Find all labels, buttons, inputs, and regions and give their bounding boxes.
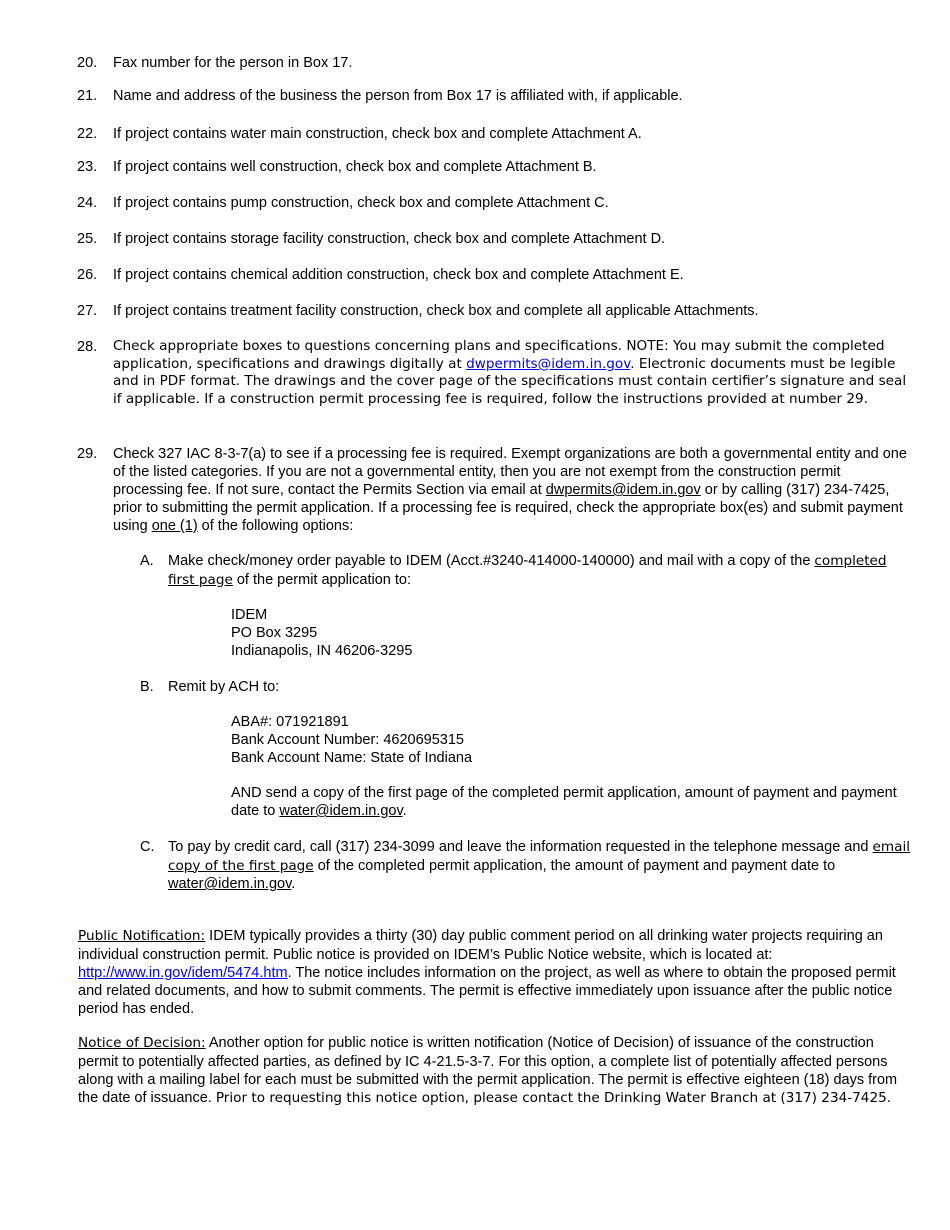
item-number: 26.: [77, 267, 98, 283]
item-text: If project contains water main construction, check box and complete Attachment A.: [113, 126, 642, 142]
option-text: Remit by ACH to:: [168, 679, 280, 695]
option-text: [168, 838, 915, 893]
item-number: 23.: [77, 159, 98, 175]
item-text-part: or by calling (317) 234-7425, prior to submitting the permit application. If a processing fee is required, check the appropriate box(es) and submit payment using: [113, 482, 903, 534]
item-text-part: of the following options:: [197, 518, 354, 534]
instruction-text: AND send a copy of the first page of the completed permit application, amount of payment and payment date to: [231, 785, 897, 819]
item-number: 25.: [77, 231, 98, 247]
paragraph-text: . The notice includes information on the project, as well as where to obtain the proposed permit and related documents, and how to submit comments. The permit is effective immediately upon issuance after the public notice period has ended.: [78, 964, 896, 1017]
option-letter: C.: [140, 839, 155, 855]
address-line: PO Box 3295: [231, 625, 318, 641]
bank-details: [231, 713, 911, 767]
item-text: Fax number for the person in Box 17.: [113, 55, 353, 71]
option-text-part: .: [291, 876, 296, 892]
item-number: 21.: [77, 88, 98, 104]
item-text: [113, 445, 913, 535]
item-text-part: . Electronic documents must be legible and in PDF format. The drawings and the cover page of the specifications must contain certifier’s signature and seal if applicable. If a construction permit processing fee is required, follow the instructions provided at number 29.: [113, 355, 907, 407]
item-text: [113, 338, 913, 408]
item-text: If project contains well construction, check box and complete Attachment B.: [113, 159, 597, 175]
option-text: [168, 552, 915, 589]
public-notice-link[interactable]: http://www.in.gov/idem/5474.htm: [78, 964, 288, 981]
option-text-part: of the permit application to:: [232, 571, 411, 588]
bank-line: ABA#: 071921891: [231, 714, 349, 730]
instruction-text: .: [402, 803, 407, 819]
email-link[interactable]: dwpermits@idem.in.gov: [545, 482, 701, 498]
option-text-part: Make check/money order payable to IDEM (Acct.#3240-414000-140000) and mail with a copy of the: [168, 553, 815, 569]
underlined-text: completed first page: [168, 553, 887, 588]
item-number: 27.: [77, 303, 98, 319]
item-text-part: Check appropriate boxes to questions concerning plans and specifications. NOTE: You may submit the completed application, specifications and drawings digitally at: [113, 338, 885, 372]
option-text-part: To pay by credit card, call (317) 234-3099 and leave the information requested in the telephone message and: [168, 839, 873, 855]
item-text-part: Check 327 IAC 8-3-7(a) to see if a processing fee is required. Exempt organizations are both a governmental entity and one of the listed categories. If you are not a governmental entity, then you are not exempt from the construction permit processing fee. If not sure, contact the Permits Section via email at: [113, 446, 907, 498]
item-number: 28.: [77, 339, 98, 355]
paragraph-text: Prior to requesting this notice option, please contact the Drinking Water Branch at (317) 234-7425.: [215, 1089, 892, 1106]
item-number: 24.: [77, 195, 98, 211]
email-link[interactable]: water@idem.in.gov: [279, 803, 403, 819]
item-number: 20.: [77, 55, 98, 71]
item-number: 29.: [77, 446, 98, 462]
address-line: IDEM: [231, 607, 268, 623]
email-link[interactable]: water@idem.in.gov: [168, 876, 292, 892]
item-text: If project contains pump construction, check box and complete Attachment C.: [113, 195, 609, 211]
paragraph-text: Another option for public notice is written notification (Notice of Decision) of issuance of the construction permit to potentially affected parties, as defined by IC 4-21.5-3-7. For this option, a complete list of potentially affected persons along with a mailing label for each must be submitted with the permit application. The permit is effective eighteen (18) days from the date of issuance.: [78, 1035, 898, 1106]
email-link[interactable]: dwpermits@idem.in.gov: [466, 355, 631, 372]
underlined-text: one (1): [151, 518, 198, 534]
item-text: If project contains chemical addition construction, check box and complete Attachment E.: [113, 267, 684, 283]
option-letter: B.: [140, 679, 154, 695]
paragraph-text: IDEM typically provides a thirty (30) day public comment period on all drinking water projects requiring an individual construction permit. Public notice is provided on IDEM’s Public Notice website, which is located at:: [78, 928, 883, 963]
notice-of-decision-paragraph: [78, 1034, 913, 1107]
item-number: 22.: [77, 126, 98, 142]
item-text: If project contains treatment facility construction, check box and complete all applicable Attachments.: [113, 303, 759, 319]
item-text: Name and address of the business the person from Box 17 is affiliated with, if applicable.: [113, 88, 683, 104]
bank-line: Bank Account Number: 4620695315: [231, 732, 464, 748]
section-heading: Public Notification:: [78, 928, 206, 944]
option-letter: A.: [140, 553, 154, 569]
option-text-part: of the completed permit application, the amount of payment and payment date to: [313, 857, 836, 874]
underlined-text: email copy of the first page: [168, 839, 911, 874]
mailing-address: [231, 606, 911, 660]
item-text: If project contains storage facility construction, check box and complete Attachment D.: [113, 231, 666, 247]
address-line: Indianapolis, IN 46206-3295: [231, 643, 413, 659]
bank-line: Bank Account Name: State of Indiana: [231, 750, 473, 766]
public-notification-paragraph: [78, 927, 913, 1018]
section-heading: Notice of Decision:: [78, 1035, 206, 1051]
ach-instruction: [231, 784, 911, 820]
